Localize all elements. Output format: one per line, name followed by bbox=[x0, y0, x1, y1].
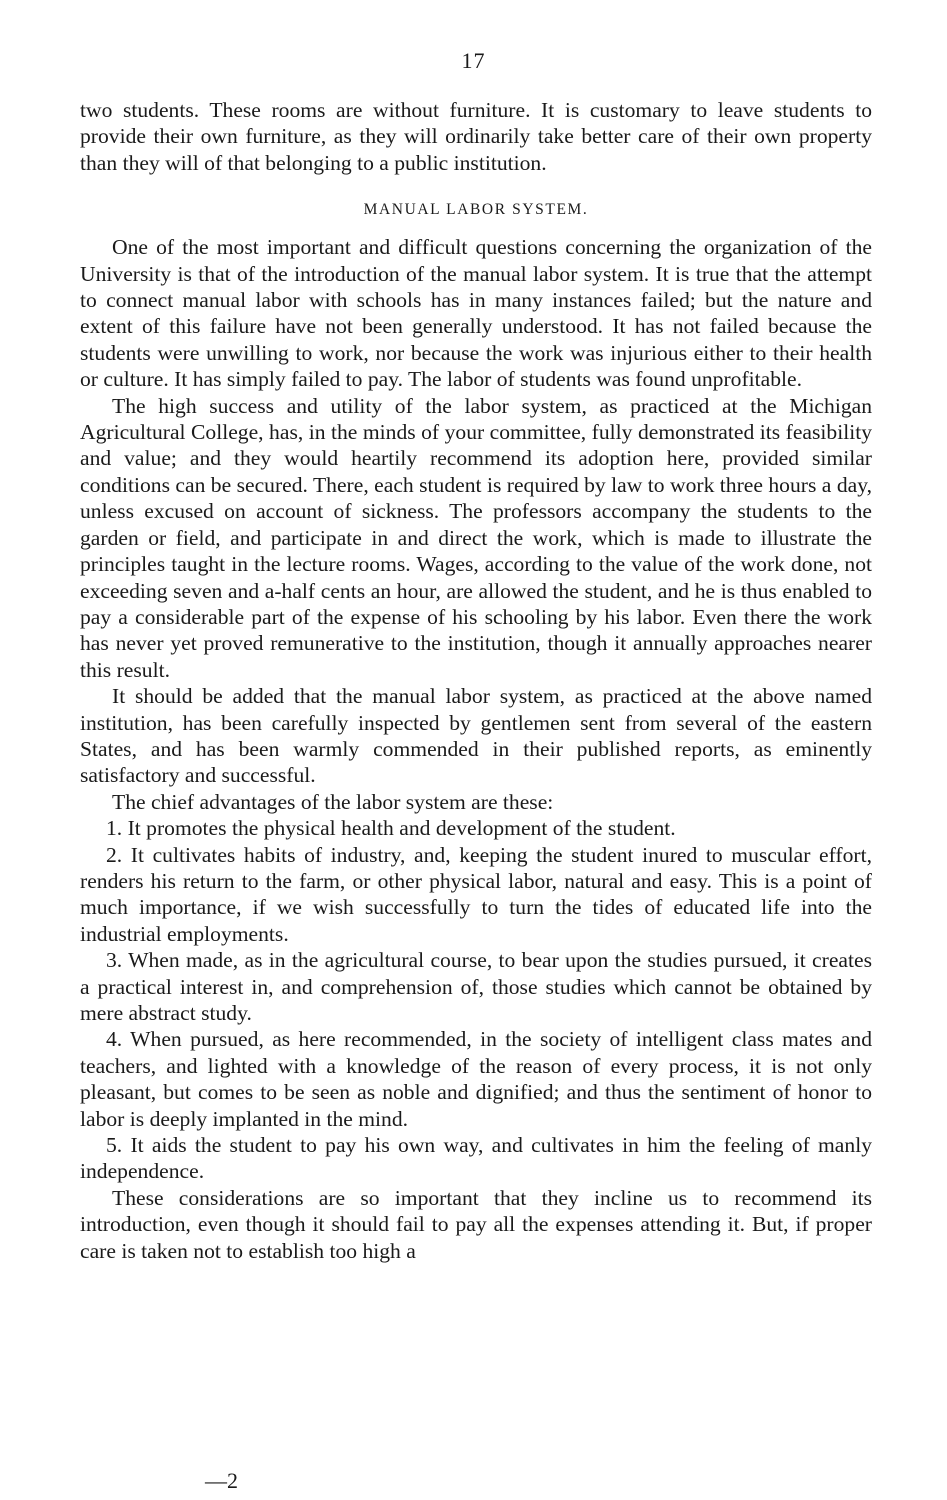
section-heading: MANUAL LABOR SYSTEM. bbox=[363, 201, 589, 219]
closing-paragraph: These considerations are so important that they incline us to recommend its introduction, even though it should fail to pay all the expenses attending it. But, if proper care is taken not to establish too high a bbox=[80, 1185, 872, 1263]
list-intro: The chief advantages of the labor system are these: bbox=[112, 789, 554, 814]
list-item: 5. It aids the student to pay his own way, and cultivates in him the feeling of manly independence. bbox=[80, 1133, 872, 1184]
paragraph: The high success and utility of the labor system, as practiced at the Michigan Agricultural College, has, in the minds of your committee, fully demonstrated its feasibility and value; and they would heartily recommend its adoption here, provided similar conditions can be secured. There, each student is required by law to work three hours a day, unless excused on account of sickness. The professors accompany the students to the garden or field, and participate in and direct the work, which is made to illustrate the principles taught in the lecture rooms. Wages, according to the value of the work done, not exceeding seven and a-half cents an hour, are allowed the student, and he is thus enabled to pay a considerable part of the expense of his schooling by his labor. Even there the work has never yet proved remunerative to the institution, though it annually approaches nearer this result. bbox=[80, 393, 872, 682]
paragraph: It should be added that the manual labor system, as practiced at the above named institution, has been carefully inspected by gentlemen sent from several of the eastern States, and has been warmly commended in their published reports, as eminently satisfactory and successful. bbox=[80, 684, 872, 788]
list-item: 4. When pursued, as here recommended, in the society of intelligent class mates and teachers, and lighted with a knowledge of the reason of every process, it is not only pleasant, but comes to be seen as noble and dignified; and thus the sentiment of honor to labor is deeply implanted in the mind. bbox=[80, 1027, 872, 1131]
intro-paragraph: two students. These rooms are without furniture. It is customary to leave students to provide their own furniture, as they will ordinarily take better care of their own property than they will of that belonging to a public institution. bbox=[80, 98, 872, 175]
body-text bbox=[80, 97, 872, 1264]
page-number: 17 bbox=[461, 48, 486, 73]
signature-mark: —2 bbox=[205, 1468, 238, 1493]
list-item: 1. It promotes the physical health and development of the student. bbox=[106, 816, 676, 841]
paragraph: One of the most important and difficult questions concerning the organization of the University is that of the introduction of the manual labor system. It is true that the attempt to connect manual labor with schools has in many instances failed; but the nature and extent of this failure have not been generally understood. It has not failed because the students were unwilling to work, nor because the work was injurious either to their health or culture. It has simply failed to pay. The labor of students was found unprofitable. bbox=[80, 235, 872, 392]
list-item: 2. It cultivates habits of industry, and, keeping the student inured to muscular effort, renders his return to the farm, or other physical labor, natural and easy. This is a point of much importance, if we wish successfully to turn the tides of educated life into the industrial employments. bbox=[80, 842, 872, 946]
list-item: 3. When made, as in the agricultural course, to bear upon the studies pursued, it creates a practical interest in, and comprehension of, those studies which cannot be obtained by mere abstract study. bbox=[80, 948, 872, 1025]
